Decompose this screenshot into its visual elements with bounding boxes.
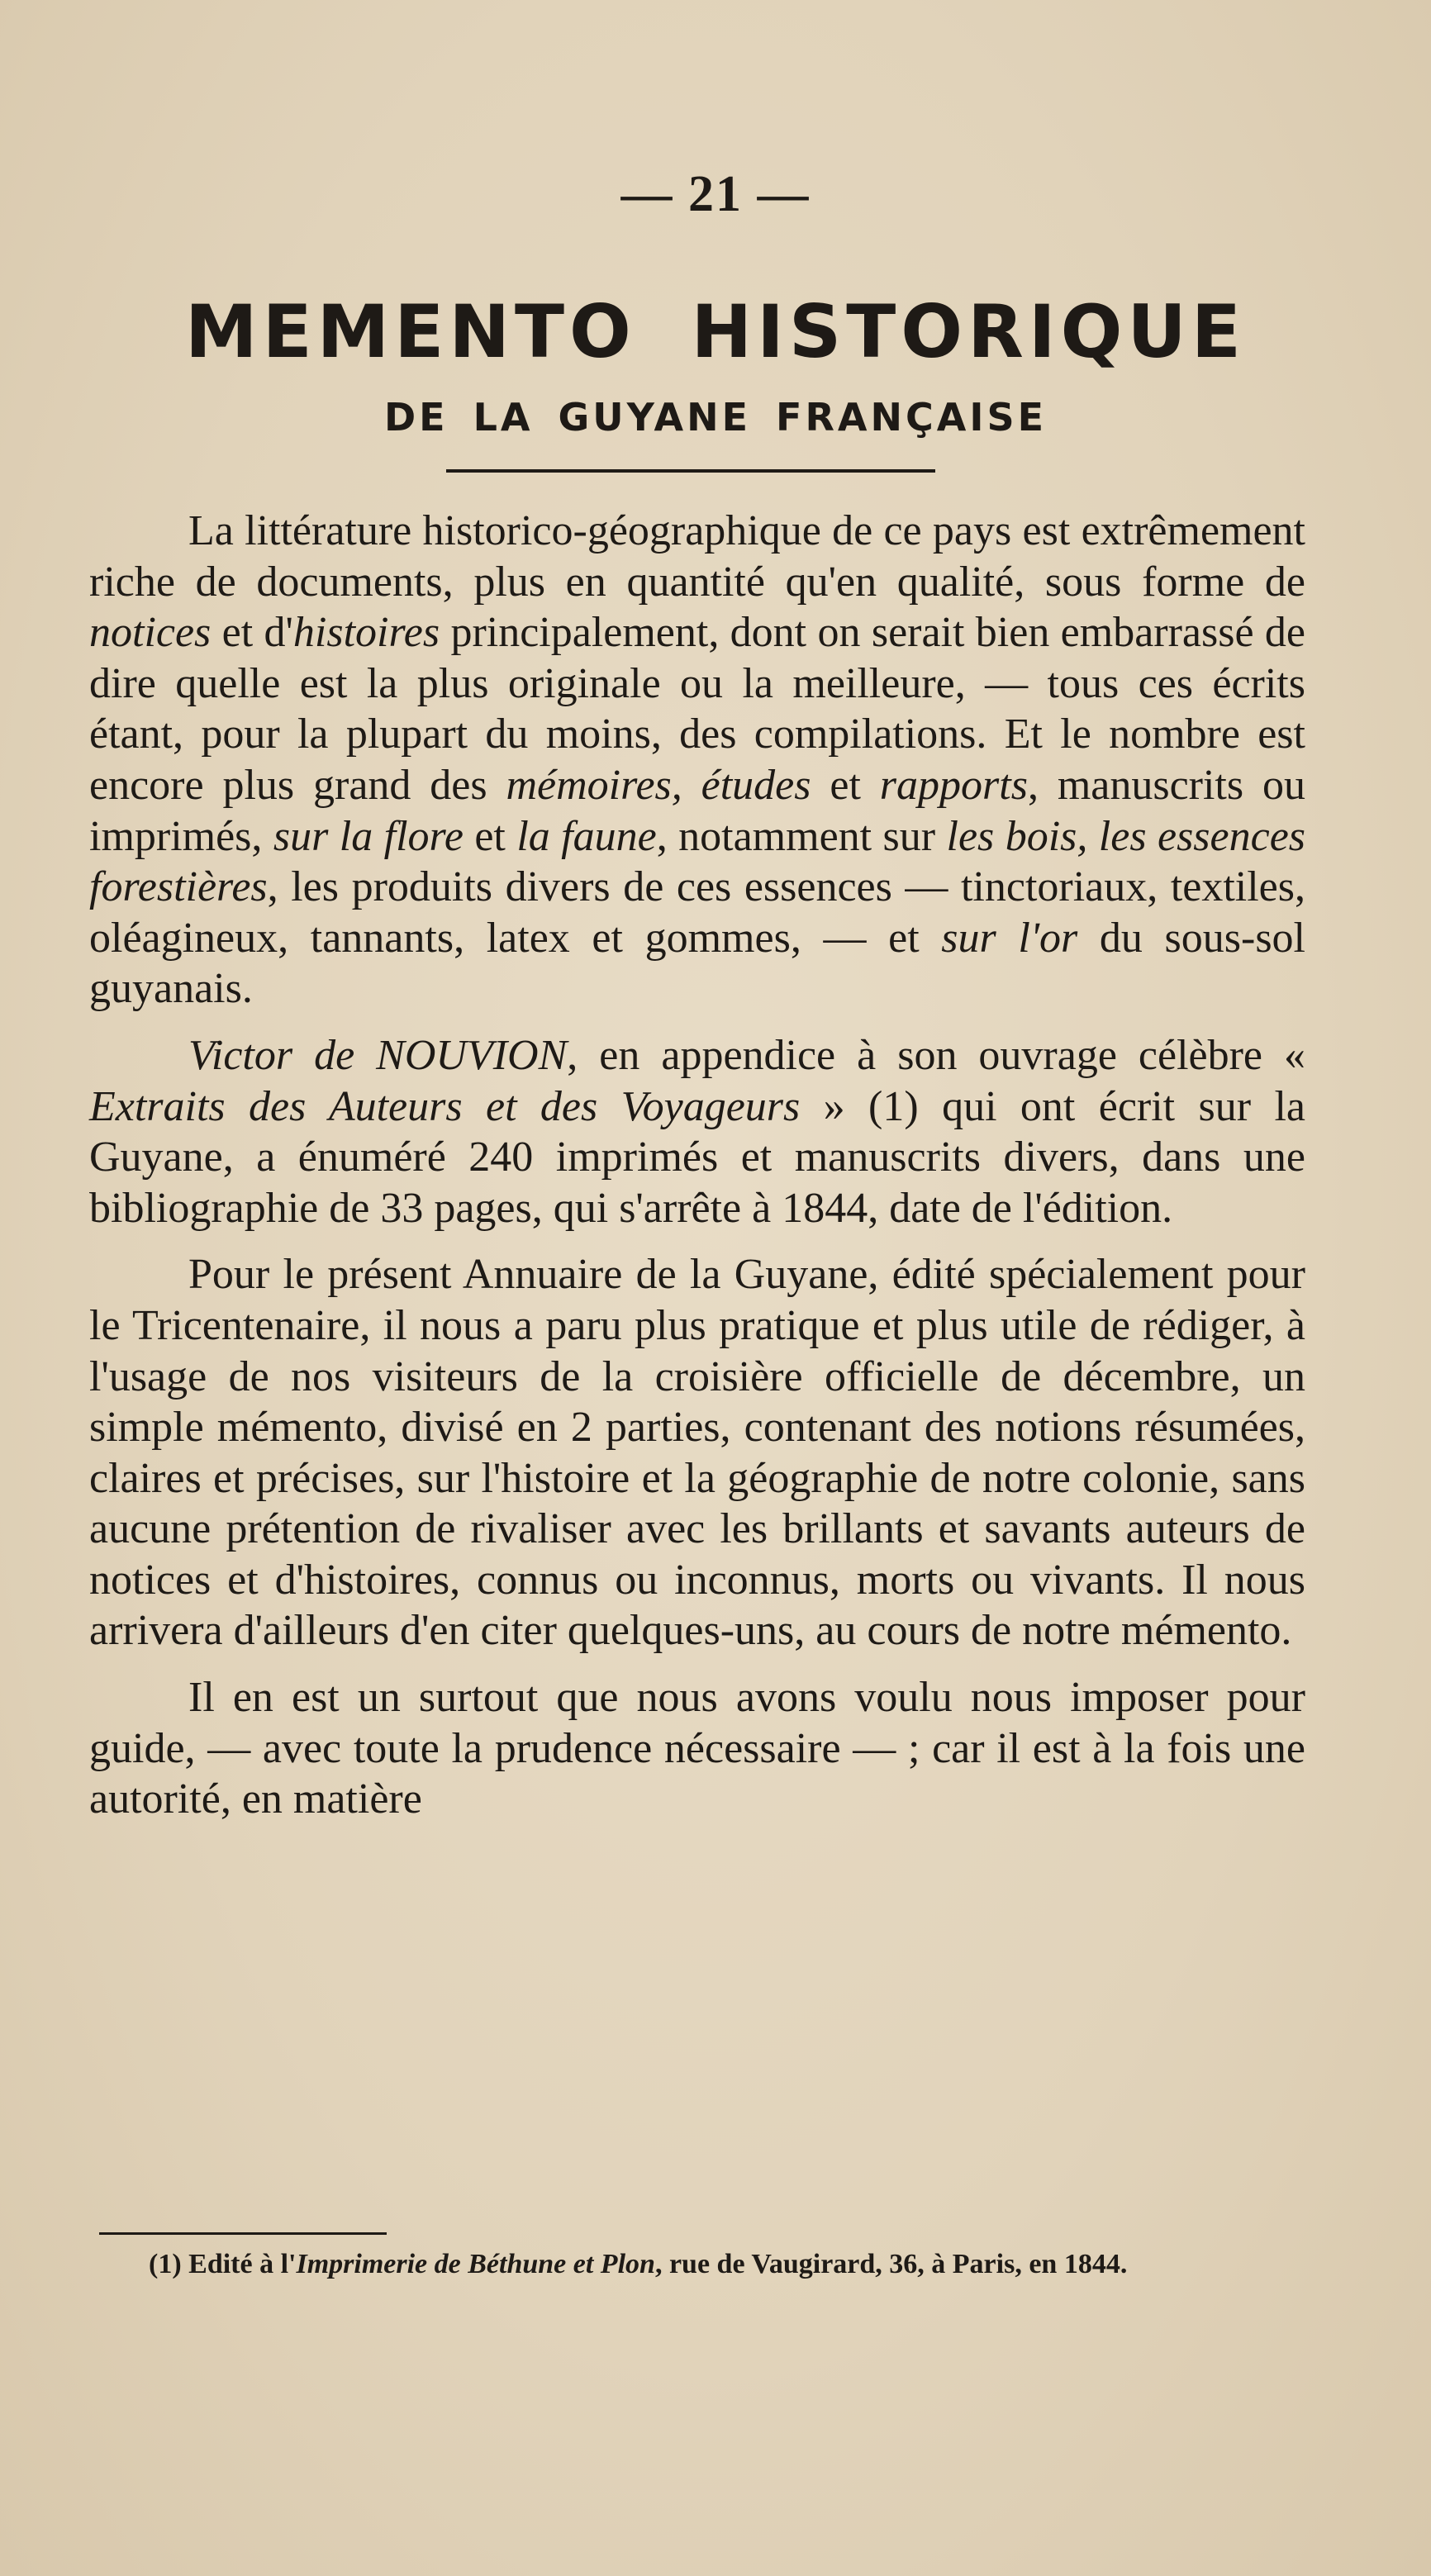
italic-run: Extraits des Auteurs et des Voyageurs [89,1082,801,1130]
text-run: et d' [211,609,293,657]
text-run: Il en est un surtout que nous avons voulu nous imposer pour guide, — avec toute la prudence nécessaire — ; car il est à la fois une autorité, en matière [89,1674,1305,1823]
text-run: (1) Edité à l' [149,2249,297,2279]
italic-run: Imprimerie de Béthune et Plon [296,2249,655,2279]
page-title: MEMENTO HISTORIQUE [185,289,1246,374]
italic-run: rapports [879,761,1028,809]
text-run: » (1) qui ont écrit sur la Guyane, a énuméré 240 imprimés et manuscrits divers, dans une bibliographie de 33 pages, qui s'arrête à 1844, date de l'édition. [89,1082,1305,1232]
text-run: , les produits divers de ces essences — tinctoriaux, textiles, oléagineux, tannants, latex et gommes, — et [89,863,1305,962]
footnote [91,2246,1314,2284]
footnote-divider [99,2232,387,2235]
body-text [89,506,1305,1841]
italic-run: Victor de NOUVION [188,1031,568,1079]
italic-run: sur la flore [273,812,464,860]
text-run: principalement, dont on serait bien embarrassé de dire quelle est la plus originale ou la meilleure, — tous ces écrits étant, pour la plupart du moins, des compilations. Et le nombre est encore plus grand des [89,609,1305,809]
paragraph [89,1249,1305,1656]
text-run: , en appendice à son ouvrage célèbre « [567,1031,1305,1079]
title-divider [446,469,935,473]
text-run: du sous-sol guyanais. [89,914,1306,1013]
paragraph [89,506,1305,1015]
text-run: , manuscrits ou imprimés, [89,761,1305,860]
text-run: , rue de Vaugirard, 36, à Paris, en 1844. [654,2249,1128,2279]
text-run: et [811,761,880,809]
paragraph [89,1672,1305,1825]
italic-run: sur l'or [941,914,1078,962]
text-run: , notamment sur [656,812,947,860]
italic-run: mémoires, études [506,761,811,809]
page-number: — 21 — [620,166,811,222]
italic-run: notices [89,609,212,657]
text-run: et [463,812,517,860]
italic-run: les bois, les essences forestières [89,812,1306,911]
text-run: La littérature historico-géographique de ce pays est extrêmement riche de documents, plus en quantité qu'en qualité, sous forme de [89,507,1305,606]
italic-run: la faune [516,812,657,860]
italic-run: histoires [292,609,440,657]
page-subtitle: DE LA GUYANE FRANÇAISE [383,395,1048,440]
text-run: Pour le présent Annuaire de la Guyane, édité spécialement pour le Tricentenaire, il nous a paru plus pratique et plus utile de rédiger, à l'usage de nos visiteurs de la croisière officielle de décembre, un simple mémento, divisé en 2 parties, contenant des notions résumées, claires et précises, sur l'histoire et la géographie de notre colonie, sans aucune prétention de rivaliser avec les brillants et savants auteurs de notices et d'histoires, connus ou inconnus, morts ou vivants. Il nous arrivera d'ailleurs d'en citer quelques-uns, au cours de notre mémento. [89,1251,1305,1655]
paragraph [89,1030,1305,1233]
